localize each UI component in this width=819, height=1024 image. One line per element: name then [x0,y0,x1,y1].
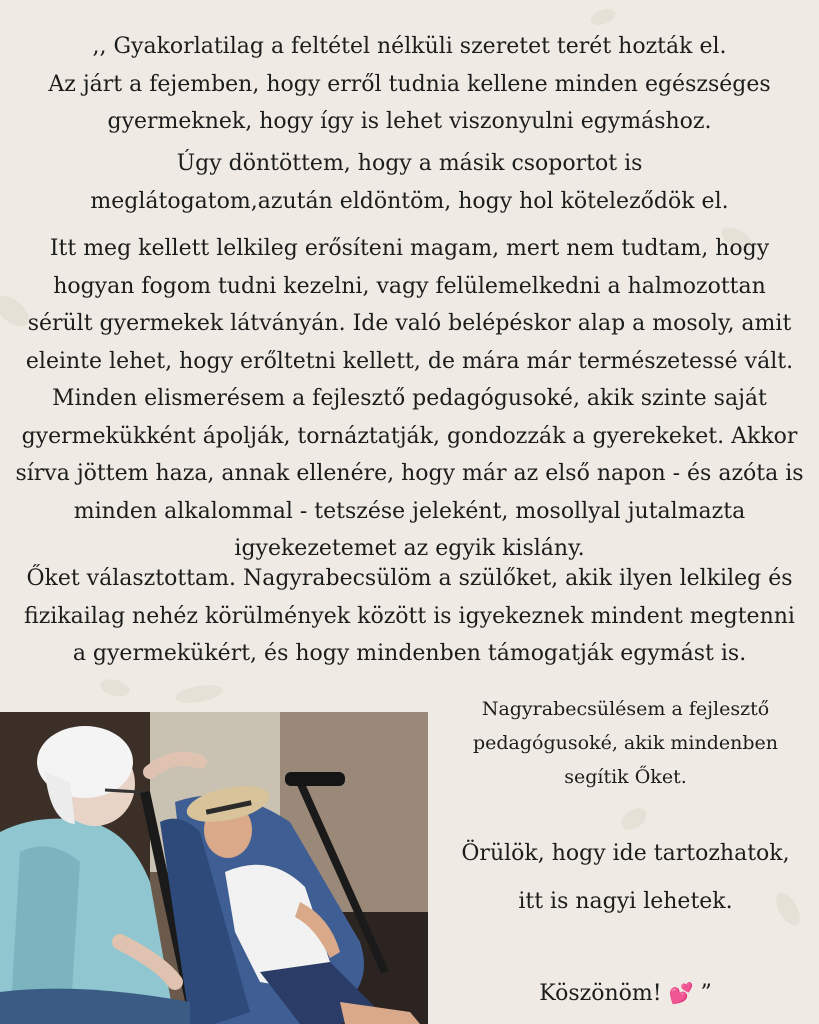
text-line: sírva jöttem haza, annak ellenére, hogy már az első napon - és azóta is [15,461,804,486]
text-line: Minden elismerésem a fejlesztő pedagógusoké, akik szinte saját [52,386,767,411]
quote-paragraph-4 [0,560,819,673]
decorative-petal [98,676,131,699]
quote-paragraph-3 [0,230,819,568]
heart-icon: 💕 [668,981,694,1005]
quote-paragraph-2 [0,145,819,220]
text-line: pedagógusoké, akik mindenben [472,732,778,754]
text-line: meglátogatom,azután eldöntöm, hogy hol köteleződök el. [90,188,729,214]
photo-grandma-and-child [0,712,428,1024]
belonging-text [432,830,819,926]
photo-illustration [0,712,428,1024]
text-line: ,, Gyakorlatilag a feltétel nélküli szeretet terét hozták el. [92,34,727,59]
closing-quote-mark: ” [700,981,712,1006]
closing-line [432,975,819,1012]
text-line: Az járt a fejemben, hogy erről tudnia kellene minden egészséges [48,71,771,97]
text-line: sérült gyermekek látványán. Ide való belépéskor alap a mosoly, amit [27,311,792,336]
text-line: gyermekükként ápolják, tornáztatják, gondozzák a gyerekeket. Akkor [21,423,798,449]
text-line: segítik Őket. [564,766,687,788]
text-line: Őket választottam. Nagyrabecsülöm a szülőket, akik ilyen lelkileg és [26,566,793,591]
quote-paragraph-1 [0,28,819,141]
text-line: hogyan fogom tudni kezelni, vagy felülemelkedni a halmozottan [53,273,766,299]
decorative-petal [588,6,617,28]
text-line: Itt meg kellett lelkileg erősíteni magam, mert nem tudtam, hogy [49,236,770,261]
text-line: eleinte lehet, hogy erőltetni kellett, de mára már természetessé vált. [25,348,794,374]
text-line: igyekezetemet az egyik kislány. [234,536,585,561]
text-line: Úgy döntöttem, hogy a másik csoportot is [176,151,643,176]
appreciation-text [432,692,819,794]
closing-text: Köszönöm! [539,981,662,1006]
text-line: minden alkalommal - tetszése jeleként, mosollyal jutalmazta [73,498,746,524]
text-line: itt is nagyi lehetek. [518,889,733,914]
text-line: Örülök, hogy ide tartozhatok, [461,841,790,866]
text-line: fizikailag nehéz körülmények között is igyekeznek mindent megtenni [24,603,795,629]
text-line: gyermeknek, hogy így is lehet viszonyulni egymáshoz. [107,109,712,134]
decorative-petal [174,682,224,706]
text-line: Nagyrabecsülésem a fejlesztő [481,698,770,720]
text-line: a gyermekükért, és hogy mindenben támogatják egymást is. [72,641,747,666]
